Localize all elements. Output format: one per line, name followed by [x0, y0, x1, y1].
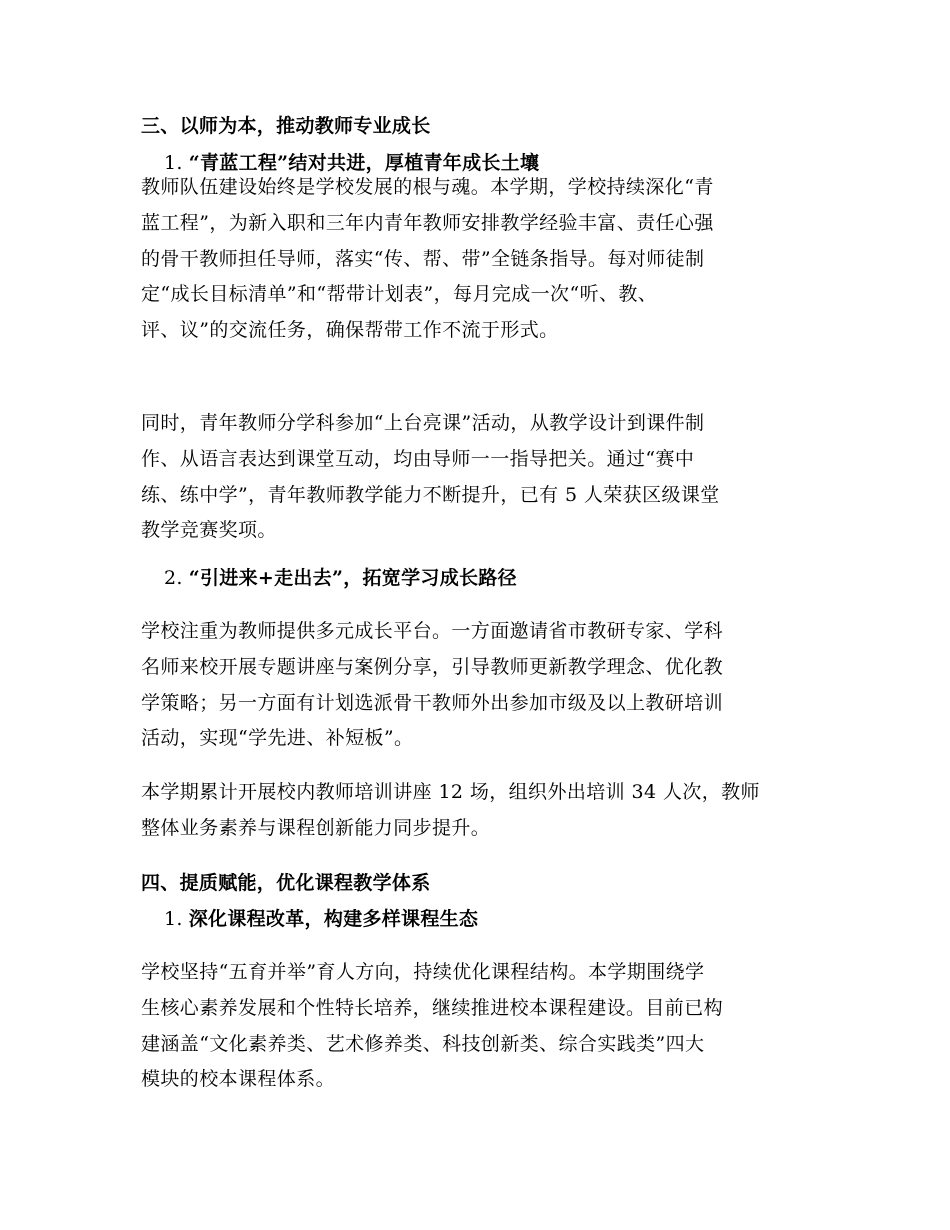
paragraph-line: 整体业务素养与课程创新能力同步提升。	[141, 816, 491, 839]
paragraph-line: 作、从语言表达到课堂互动，均由导师一一指导把关。通过“赛中	[141, 447, 695, 470]
subsection-title: 深化课程改革，构建多样课程生态	[188, 908, 479, 930]
paragraph-line: 的骨干教师担任导师，落实“传、帮、带”全链条指导。每对师徒制	[141, 247, 705, 270]
paragraph	[141, 955, 821, 1098]
paragraph-line: 练、练中学”，青年教师教学能力不断提升，已有 5 人荣获区级课堂	[141, 483, 720, 506]
paragraph-line: 定“成长目标清单”和“帮带计划表”，每月完成一次“听、教、	[141, 283, 658, 306]
subsection-heading	[164, 566, 517, 590]
section-heading: 三、以师为本，推动教师专业成长	[141, 115, 431, 137]
paragraph-line: 生核心素养发展和个性特长培养，继续推进校本课程建设。目前已构	[141, 996, 724, 1019]
paragraph-line: 评、议”的交流任务，确保帮带工作不流于形式。	[141, 319, 559, 342]
paragraph-line: 学校注重为教师提供多元成长平台。一方面邀请省市教研专家、学科	[141, 620, 724, 642]
subsection-number: 1.	[164, 908, 183, 930]
paragraph-line: 本学期累计开展校内教师培训讲座 12 场，组织外出培训 34 人次，教师	[141, 781, 760, 803]
paragraph	[141, 614, 821, 757]
subsection-number: 1.	[164, 152, 183, 174]
paragraph-line: 学校坚持“五育并举”育人方向，持续优化课程结构。本学期围绕学	[141, 961, 705, 983]
paragraph-line: 教师队伍建设始终是学校发展的根与魂。本学期，学校持续深化“青	[141, 176, 714, 198]
paragraph	[141, 406, 821, 549]
subsection-title: “青蓝工程”结对共进，厚植青年成长土壤	[188, 152, 540, 174]
paragraph-line: 蓝工程”，为新入职和三年内青年教师安排教学经验丰富、责任心强	[141, 211, 714, 234]
subsection-heading	[164, 907, 478, 931]
paragraph-line: 教学竞赛奖项。	[141, 519, 277, 542]
paragraph-line: 名师来校开展专题讲座与案例分享，引导教师更新教学理念、优化教	[141, 655, 724, 678]
paragraph-line: 学策略；另一方面有计划选派骨干教师外出参加市级及以上教研培训	[141, 691, 724, 714]
paragraph	[141, 775, 821, 847]
paragraph-line: 建涵盖“文化素养类、艺术修养类、科技创新类、综合实践类”四大	[141, 1032, 705, 1055]
paragraph-line: 活动，实现“学先进、补短板”。	[141, 727, 414, 750]
paragraph	[141, 170, 821, 349]
paragraph-line: 同时，青年教师分学科参加“上台亮课”活动，从教学设计到课件制	[141, 412, 705, 434]
subsection-title: “引进来+走出去”，拓宽学习成长路径	[188, 567, 517, 589]
section-heading: 四、提质赋能，优化课程教学体系	[141, 872, 431, 894]
paragraph-line: 模块的校本课程体系。	[141, 1068, 336, 1091]
subsection-number: 2.	[164, 567, 183, 589]
